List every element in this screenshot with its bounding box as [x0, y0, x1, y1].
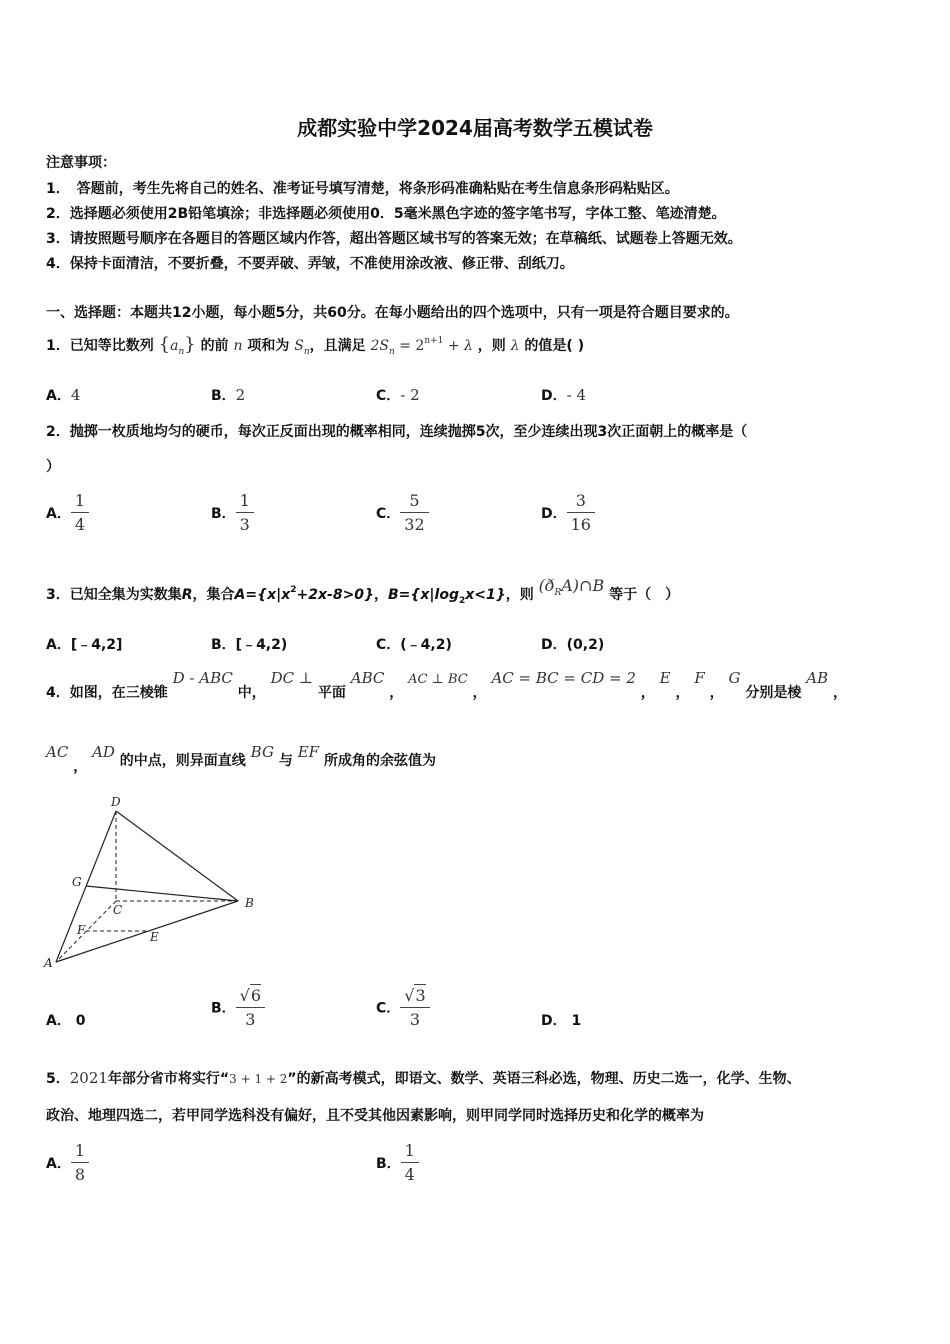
q4-option-c[interactable]: C． $\frac{√3}{3}$ — [376, 984, 430, 1032]
notice-item-3: 3．请按照题号顺序在各题目的答题区域内作答，超出答题区域书写的答案无效；在草稿纸、试题卷上答题无效。 — [46, 231, 742, 247]
q5-option-b[interactable]: B． $\frac{1}{4}$ — [376, 1140, 419, 1187]
question-5-line-1: 5．2021年部分省市将实行“3 + 1 + 2”的新高考模式，即语文、数学、英语三科必选，物理、历史二选一，化学、生物、 — [46, 1069, 801, 1087]
label-b: B — [245, 896, 254, 910]
q4-option-a[interactable]: A． 0 — [46, 1013, 86, 1029]
question-1-stem: 1．已知等比数列 $\{a_n\}$ 的前 n 项和为 $S_n$，且满足 $2S_n = 2^{n+1} + \lambda$ ，则 λ 的值是( ) — [46, 334, 585, 357]
question-4-line-2: AC ， AD 的中点，则异面直线 BG 与 EF 所成角的余弦值为 — [46, 743, 436, 775]
notice-item-4: 4．保持卡面清洁，不要折叠，不要弄破、弄皱，不准使用涂改液、修正带、刮纸刀。 — [46, 256, 574, 272]
q4-option-d[interactable]: D． 1 — [541, 1013, 582, 1029]
q2-option-c[interactable]: C． $\frac{5}{32}$ — [376, 490, 429, 537]
q5-option-a[interactable]: A． $\frac{1}{8}$ — [46, 1140, 89, 1187]
q4-option-b[interactable]: B． $\frac{√6}{3}$ — [211, 984, 265, 1032]
tetrahedron-figure — [40, 790, 270, 975]
page-title: 成都实验中学2024届高考数学五模试卷 — [297, 116, 653, 140]
q2-option-b[interactable]: B． $\frac{1}{3}$ — [211, 490, 254, 537]
question-2-line-1: 2．抛掷一枚质地均匀的硬币，每次正反面出现的概率相同，连续抛掷5次，至少连续出现3次正面朝上的概率是（ — [46, 424, 748, 440]
q3-option-a[interactable]: A．[﹣4,2] — [46, 637, 123, 653]
label-f: F — [77, 923, 86, 937]
q1-option-c[interactable]: C．- 2 — [376, 386, 420, 404]
q3-option-d[interactable]: D．(0,2) — [541, 637, 605, 653]
label-a: A — [44, 956, 53, 970]
question-5-line-2: 政治、地理四选二，若甲同学选科没有偏好，且不受其他因素影响，则甲同学同时选择历史和化学的概率为 — [46, 1108, 704, 1124]
question-3-stem: 3．已知全集为实数集R，集合$A=\{x|x^2+2x-8>0\}$，$B=\{x|\log_2x<1\}$，则 $(ð_RA)\cap B$ 等于（ ） — [46, 576, 680, 606]
notice-item-1: 1． 答题前，考生先将自己的姓名、准考证号填写清楚，将条形码准确粘贴在考生信息条形码粘贴区。 — [46, 181, 679, 197]
q3-option-c[interactable]: C．(﹣4,2) — [376, 637, 452, 653]
question-4-line-1: 4．如图，在三棱锥 D - ABC 中， DC ⊥ 平面 ABC ， AC ⊥ BC ， AC = BC = CD = 2 ， E ， F ， G 分别是棱 AB ， — [46, 669, 848, 701]
q1-option-d[interactable]: D．- 4 — [541, 386, 587, 404]
notice-item-2: 2．选择题必须使用2B铅笔填涂；非选择题必须使用0．5毫米黑色字迹的签字笔书写，字体工整、笔迹清楚。 — [46, 206, 726, 222]
label-d: D — [111, 795, 121, 809]
question-2-line-2: ） — [46, 459, 60, 475]
label-e: E — [150, 930, 159, 944]
notice-heading: 注意事项： — [46, 155, 116, 171]
label-c: C — [113, 903, 123, 917]
q1-option-b[interactable]: B．2 — [211, 386, 246, 404]
q3-option-b[interactable]: B．[﹣4,2) — [211, 637, 288, 653]
edge-db — [116, 811, 238, 901]
segment-gb — [86, 886, 238, 901]
section-heading: 一、选择题：本题共12小题，每小题5分，共60分。在每小题给出的四个选项中，只有一项是符合题目要求的。 — [46, 305, 739, 321]
q2-option-d[interactable]: D． $\frac{3}{16}$ — [541, 490, 595, 537]
q1-option-a[interactable]: A．4 — [46, 386, 81, 404]
q2-option-a[interactable]: A． $\frac{1}{4}$ — [46, 490, 89, 537]
label-g: G — [72, 875, 82, 889]
